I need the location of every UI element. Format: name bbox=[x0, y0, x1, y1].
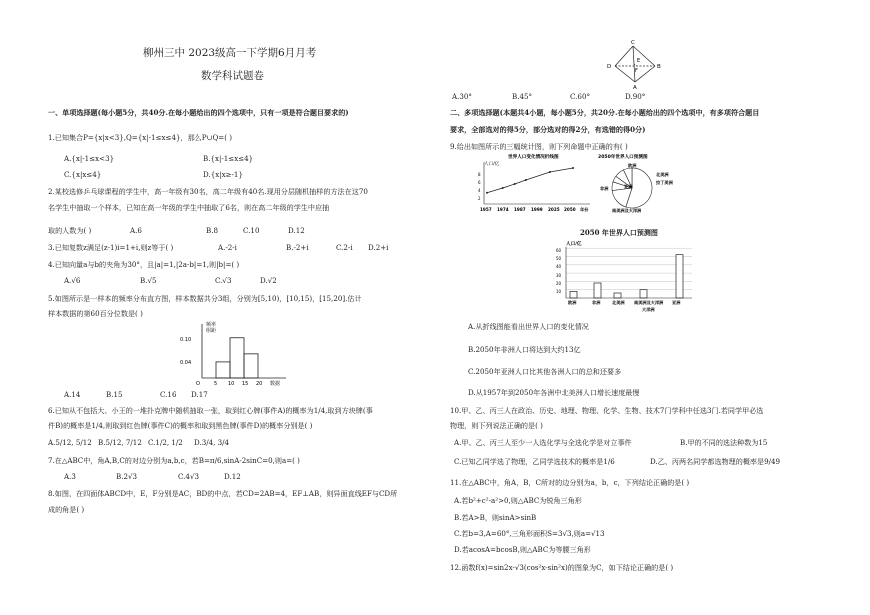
q9-option-b: B.2050年非洲人口将达到大约13亿 bbox=[468, 345, 581, 354]
label-e: E bbox=[637, 58, 641, 64]
q8-tetrahedron-figure bbox=[605, 38, 665, 90]
q1-option-a: A.{x|-1≤x<3} bbox=[64, 154, 115, 163]
q4-stem: 4.已知向量a与b的夹角为30°，且|a|=1,|2a-b|=1,则|b|=( ) bbox=[48, 260, 240, 269]
q9-bar-y-tick-3: 30 bbox=[556, 273, 562, 278]
q3-option-b: B.-2+i bbox=[286, 243, 309, 252]
q9-bar-1 bbox=[594, 283, 601, 298]
q5-tick-x-1: 5 bbox=[214, 381, 218, 387]
q9-bar-0 bbox=[570, 291, 577, 298]
q9-pie-label-southamerica: 南美洲及大洋洲 bbox=[612, 208, 642, 213]
q9-pie-label-africa: 非洲 bbox=[600, 186, 609, 191]
q9-bar-y-tick-0: 60 bbox=[556, 248, 562, 253]
q9-line-x-tick-5: 2050 bbox=[564, 207, 576, 212]
q9-line-x-tick-3: 1999 bbox=[531, 207, 543, 212]
q10-option-c: C.已知乙同学选了物理，乙同学选技术的概率是1/6 bbox=[454, 457, 615, 466]
q5-line2: 样本数据的第60百分位数是( ) bbox=[48, 309, 143, 318]
q9-bar-x-tick-0: 欧洲 bbox=[568, 300, 577, 305]
q9-line-x-tick-1: 1974 bbox=[497, 207, 509, 212]
q9-bar-3 bbox=[640, 290, 647, 298]
q9-line-point-4 bbox=[549, 171, 551, 173]
q5-tick-y-1: 0.04 bbox=[180, 360, 192, 366]
q10-option-b: B.甲的不同的选法种数为15 bbox=[680, 438, 768, 447]
q11-option-c: C.若b=3,A=60°,三角形面积S=3√3,则a=√13 bbox=[454, 529, 605, 538]
q9-line-y-tick-3: 2 bbox=[478, 196, 481, 201]
q7-stem: 7.在△ABC中，角A,B,C的对边分别为a,b,c，若B=π/6,sinA-2sinC=0,则a=( ) bbox=[48, 456, 300, 465]
q2-option-c: C.10 bbox=[243, 226, 260, 235]
q5-histogram-bars bbox=[216, 338, 258, 378]
q2-option-d: D.12 bbox=[288, 226, 305, 235]
q9-line-x-tick-4: 2025 bbox=[548, 207, 560, 212]
exam-subtitle: 数学科试题卷 bbox=[201, 70, 264, 82]
q10-option-a: A.甲、乙、丙三人至少一人选化学与全选化学是对立事件 bbox=[454, 438, 632, 447]
q5-tick-x-5: 数据 bbox=[270, 381, 281, 387]
q5-tick-y-0: 0.10 bbox=[180, 337, 192, 343]
q10-line1: 10.甲、乙、丙三人在政治、历史、地理、物理、化学、生物、技术7门学科中任选3门.若同学甲必选 bbox=[450, 406, 764, 415]
q9-bar-y-tick-4: 20 bbox=[556, 281, 562, 286]
q11-stem: 11.在△ABC中，角A，B，C所对的边分别为a，b，c，下列结论正确的是( ) bbox=[450, 478, 690, 487]
q9-pie-label-latinamerica: 拉丁美洲 bbox=[656, 180, 673, 185]
q3-option-a: A.-2-i bbox=[218, 243, 237, 252]
q5-tick-x-0: O bbox=[196, 381, 200, 387]
q9-option-d: D.从1957年到2050年各洲中北美洲人口增长速度最慢 bbox=[468, 388, 640, 397]
q9-bar-bars bbox=[570, 255, 683, 298]
q6-option-d: D.3/4, 3/4 bbox=[194, 438, 230, 447]
q9-line-point-2 bbox=[514, 183, 516, 185]
q5-histogram-bar-0 bbox=[216, 362, 230, 378]
label-d: D bbox=[607, 64, 612, 70]
q9-bar-2 bbox=[614, 293, 621, 298]
q8-option-d: D.90° bbox=[625, 92, 646, 101]
q1-option-c: C.{x|x≤4} bbox=[64, 170, 102, 179]
q2-line3: 取的人数为( ) bbox=[48, 226, 92, 235]
q8-option-c: C.60° bbox=[570, 92, 591, 101]
edge-da bbox=[615, 66, 635, 82]
q9-bar-4 bbox=[676, 255, 683, 298]
q8-line1: 8.如图，在四面体ABCD中，E，F分别是AC，BD的中点，若CD=2AB=4，EF⊥AB，则异面直线EF与CD所 bbox=[48, 489, 398, 498]
q6-option-c: C.1/2, 1/2 bbox=[148, 438, 183, 447]
q5-tick-x-2: 10 bbox=[228, 381, 235, 387]
q9-pie-label-europe: 欧洲 bbox=[628, 163, 637, 168]
q11-option-b: B.若A>B，则sinA>sinB bbox=[454, 513, 537, 522]
q1-option-d: D.{x|x≥-1} bbox=[203, 170, 243, 179]
q5-ylabel-top: 频率 bbox=[206, 322, 217, 328]
exam-title: 柳州三中 2023级高一下学期6月月考 bbox=[143, 47, 317, 59]
q9-option-c: C.2050年亚洲人口比其他各洲人口的总和还要多 bbox=[468, 367, 622, 376]
q5-option-a: A.14 bbox=[64, 390, 81, 399]
q9-bar-y-tick-5: 10 bbox=[556, 289, 562, 294]
q2-option-a: A.6 bbox=[130, 226, 142, 235]
q9-line-series bbox=[487, 168, 573, 193]
q9-pie-label-northamerica: 北美洲 bbox=[656, 172, 669, 177]
q5-histogram-bar-1 bbox=[230, 338, 244, 378]
q4-option-b: B.√5 bbox=[140, 276, 157, 285]
q6-line1: 6.已知从不包括大、小王的一堆扑克牌中随机抽取一张，取到红心牌(事件A)的概率为1/4,取到方块牌(事 bbox=[48, 406, 373, 415]
q9-bar-grid bbox=[566, 248, 692, 290]
q9-pie-chart bbox=[598, 152, 678, 220]
q10-option-d: D.乙、丙两名同学都选物理的概率是9/49 bbox=[650, 457, 781, 466]
q8-line2: 成的角是( ) bbox=[48, 505, 85, 514]
q7-option-b: B.2√3 bbox=[116, 472, 138, 481]
q4-option-a: A.√6 bbox=[64, 276, 81, 285]
q9-bar-ylabel: 人口/亿 bbox=[566, 242, 582, 247]
q9-line-point-5 bbox=[572, 167, 574, 169]
label-f: F bbox=[635, 68, 638, 74]
q9-bar-x-tick-3: 南美洲及大洋洲 bbox=[634, 300, 664, 305]
edge-ba bbox=[635, 66, 655, 82]
q2-line2: 名学生中抽取一个样本，已知在高一年级的学生中抽取了6名，则在高二年级的学生中应抽 bbox=[48, 203, 330, 212]
q9-bar-chart bbox=[552, 240, 697, 314]
q9-line-y-tick-2: 4 bbox=[478, 188, 481, 193]
q9-line-points bbox=[486, 167, 574, 194]
section-single-choice: 一、单项选择题(每小题5分，共40分.在每小题给出的四个选项中，只有一项是符合题目要求的) bbox=[48, 108, 349, 117]
q9-line-title: 世界人口变化情况折线图 bbox=[508, 155, 559, 160]
q2-option-b: B.8 bbox=[206, 226, 218, 235]
q5-ylabel-bottom: 组距 bbox=[206, 328, 217, 334]
q9-bar-y-tick-1: 50 bbox=[556, 256, 562, 261]
q9-option-a: A.从折线图能看出世界人口的变化情况 bbox=[468, 322, 589, 331]
q9-bar-title: 2050 年世界人口预测图 bbox=[580, 228, 658, 237]
q2-line1: 2.某校选修乒乓球课程的学生中，高一年级有30名，高二年级有40名.现用分层随机抽样的方法在这70 bbox=[48, 187, 368, 196]
q7-option-d: D.12 bbox=[224, 472, 241, 481]
q6-option-a: A.5/12, 5/12 bbox=[48, 438, 92, 447]
q9-line-point-3 bbox=[525, 179, 527, 181]
q5-histogram bbox=[178, 320, 298, 388]
q8-option-a: A.30° bbox=[452, 92, 472, 101]
q6-option-b: B.5/12, 7/12 bbox=[98, 438, 142, 447]
q12-stem: 12.函数f(x)=sin2x-√3(cos²x-sin²x)的图象为C，如下结论正确的是( ) bbox=[450, 563, 674, 572]
q4-option-c: C.√3 bbox=[215, 276, 232, 285]
q9-line-point-1 bbox=[502, 187, 504, 189]
label-c: C bbox=[631, 40, 635, 46]
q3-option-c: C.2-i bbox=[336, 243, 353, 252]
q9-line-x-tick-0: 1957 bbox=[480, 207, 492, 212]
q5-line1: 5.如图所示是一样本的频率分布直方图，样本数据共分3组，分别为[5,10)，[10,15)，[15,20].估计 bbox=[48, 294, 362, 303]
label-b: B bbox=[657, 64, 661, 70]
q8-option-b: B.45° bbox=[512, 92, 533, 101]
q4-option-d: D.√2 bbox=[260, 276, 277, 285]
q7-option-a: A.3 bbox=[64, 472, 76, 481]
q5-tick-x-4: 20 bbox=[256, 381, 263, 387]
q9-bar-x-tick-3-line2: 大洋洲 bbox=[642, 307, 655, 312]
edge-cd bbox=[615, 46, 633, 66]
q10-line2: 物理，则下列说法正确的是( ) bbox=[450, 421, 543, 430]
q11-option-d: D.若acosA=bcosB,则△ABC为等腰三角形 bbox=[454, 545, 591, 554]
q11-option-a: A.若b²+c²-a²>0,则△ABC为锐角三角形 bbox=[454, 496, 582, 505]
q9-stem: 9.给出如图所示的三幅统计图，则下列命题中正确的有( ) bbox=[450, 142, 628, 151]
q9-bar-x-tick-1: 非洲 bbox=[592, 300, 601, 305]
q3-stem: 3.已知复数z满足(z-1)i=1+i,则z等于( ) bbox=[48, 243, 174, 252]
q5-option-d: D.17 bbox=[191, 390, 208, 399]
q1-option-b: B.{x|-1≤x≤4} bbox=[203, 154, 254, 163]
q9-line-chart bbox=[478, 152, 593, 214]
q5-tick-x-3: 15 bbox=[242, 381, 249, 387]
q3-option-d: D.2+i bbox=[368, 243, 389, 252]
q9-line-y-tick-0: 8 bbox=[478, 172, 481, 177]
label-a: A bbox=[633, 85, 637, 90]
q9-line-point-0 bbox=[486, 192, 488, 194]
q5-option-b: B.15 bbox=[106, 390, 123, 399]
q9-line-x-tick-6: 年份 bbox=[580, 207, 589, 212]
q9-line-x-tick-2: 1987 bbox=[514, 207, 526, 212]
q9-line-y-tick-1: 6 bbox=[478, 180, 481, 185]
q9-pie-label-asia: 亚洲 bbox=[624, 184, 633, 189]
q5-option-c: C.16 bbox=[160, 390, 177, 399]
q5-histogram-bar-2 bbox=[244, 354, 258, 378]
q9-bar-x-tick-2: 北美洲 bbox=[612, 300, 625, 305]
q7-option-c: C.4√3 bbox=[178, 472, 199, 481]
section-multi-choice-line1: 二、多项选择题(本题共4小题，每小题5分，共20分.在每小题给出的四个选项中，有多项符合题目 bbox=[450, 108, 760, 117]
q9-bar-y-tick-2: 40 bbox=[556, 264, 562, 269]
q9-pie-title: 2050年世界人口预测图 bbox=[598, 155, 648, 160]
q9-line-ylabel: 人口/亿 bbox=[484, 162, 500, 167]
section-multi-choice-line2: 要求，全部选对的得5分，部分选对的得2分，有选错的得0分) bbox=[450, 125, 646, 134]
q6-line2: 件B)的概率是1/4,则取到红色牌(事件C)的概率和取到黑色牌(事件D)的概率分别是( ) bbox=[48, 421, 313, 430]
q1-stem: 1.已知集合P={x|x<3},Q={x|-1≤x≤4}，那么P∪Q=( ) bbox=[48, 133, 233, 142]
q9-bar-x-tick-4: 亚洲 bbox=[672, 300, 681, 305]
